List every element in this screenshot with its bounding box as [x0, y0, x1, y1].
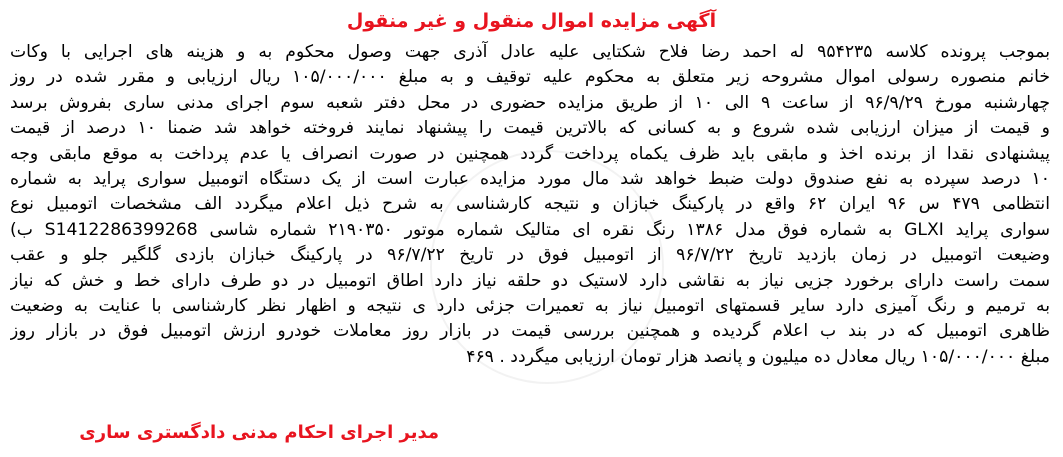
notice-line: سواری پراید GLXI به شماره فوق مدل ۱۳۸۶ رنگ نقره ای متالیک شماره موتور ۲۱۹۰۳۵۰ شماره شاسی S1412286399268 ب) — [10, 219, 1050, 240]
notice-line: مبلغ ۱۰۵/۰۰۰/۰۰۰ ریال معادل ده میلیون و پانصد هزار تومان ارزیابی میگردد . ۴۶۹ — [466, 346, 1050, 367]
notice-line: پیشنهادی نقدا از برنده اخذ و مابقی باید ظرف یکماه پرداخت گردد همچنین در صورت انصراف یا عدم پرداخت به موقع مابقی وجه — [10, 143, 1050, 164]
notice-line: وضیعت اتومبیل در زمان بازدید تاریخ ۹۶/۷/۲۲ از اتومبیل فوق در تاریخ ۹۶/۷/۲۲ در پارکینگ خبازان بازدی گلگیر جلو و عقب — [10, 245, 1050, 266]
notice-line: به ترمیم و رنگ آمیزی دارد سایر قسمتهای اتومبیل نیاز به تعمیرات جزئی دارد ی نتیجه و اظهار نظر کارشناسی با عنایت به وضعیت — [10, 295, 1050, 316]
signature: مدیر اجرای احکام مدنی دادگستری ساری — [79, 422, 439, 443]
notice-line: بموجب پرونده کلاسه ۹۵۴۲۳۵ له احمد رضا فلاح شکتایی علیه عادل آذری جهت وصول محکوم به و هزینه های اجرایی با وکات — [10, 42, 1050, 62]
notice-line: و قیمت از میزان ارزیابی شده شروع و به کسانی که بالاترین قیمت را پیشنهاد نمایند فروخته خواهد شد ضمنا ۱۰ درصد از قیمت — [10, 118, 1050, 139]
notice-line: چهارشنبه مورخ ۹۶/۹/۲۹ از ساعت ۹ الی ۱۰ از طریق مزایده حضوری در محل دفتر شعبه سوم اجرای مدنی ساری بفروش برسد — [10, 92, 1050, 113]
notice-body — [10, 40, 1050, 370]
notice-line: خانم منصوره رسولی اموال مشروحه زیر متعلق به محکوم علیه توقیف و به مبلغ ۱۰۵/۰۰۰/۰۰۰ ریال ارزیابی و مقرر شده در روز — [10, 67, 1050, 88]
notice-title: آگهی مزایده اموال منقول و غیر منقول — [346, 10, 717, 32]
notice-line: ظاهری اتومبیل که در بند ب اعلام گردیده و همچنین بررسی قیمت در بازار روز معاملات خودرو ارزش اتومبیل فوق در بازار روز — [10, 321, 1050, 342]
notice-line: ۱۰ درصد سپرده به نفع صندوق دولت ضبط خواهد شد مال مورد مزایده عبارت است از یک دستگاه اتومبیل سواری پراید به شماره — [10, 168, 1050, 189]
notice-line: سمت راست دارای برخورد جزیی نیاز به نقاشی دارد لاستیک دو حلقه نیاز دارد اطاق اتومبیل در دو طرف دارای خط و خش که نیاز — [10, 270, 1050, 291]
notice-line: انتظامی ۴۷۹ س ۹۶ ایران ۶۲ واقع در پارکینگ خبازان و نتیجه کارشناسی به شرح ذیل اعلام میگردد الف مشخصات اتومبیل نوع — [10, 194, 1050, 215]
